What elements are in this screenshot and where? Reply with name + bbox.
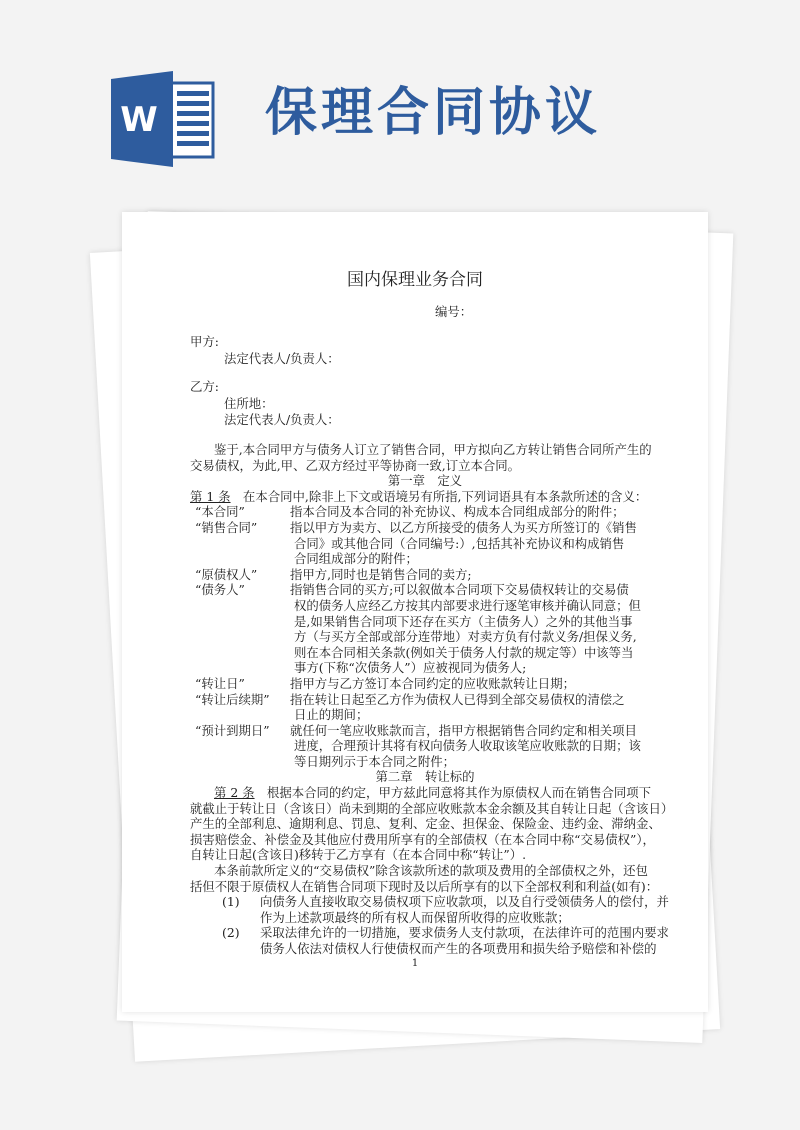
- item-number: (1): [222, 894, 240, 910]
- svg-text:W: W: [120, 100, 158, 140]
- definition-line: 就任何一笔应收账款而言，指甲方根据销售合同约定和相关项目: [290, 722, 637, 738]
- chapter-2-heading: 第二章 转让标的: [375, 769, 475, 785]
- article-1: [190, 489, 660, 505]
- preamble-line: 鉴于,本合同甲方与债务人订立了销售合同，甲方拟向乙方转让销售合同所产生的: [214, 442, 652, 457]
- definition-row: [190, 723, 660, 770]
- definition-term: “本合同”: [195, 504, 245, 520]
- chapter-1-heading: 第一章 定义: [387, 473, 463, 489]
- definition-term: “转让后续期”: [195, 691, 270, 707]
- definition-line: 指销售合同的买方;可以叙做本合同项下交易债权转让的交易债: [290, 582, 629, 598]
- list-item: [190, 894, 669, 925]
- definition-row: [190, 567, 660, 583]
- definitions-list: [190, 504, 660, 769]
- party-b-address: 住所地：: [224, 396, 274, 411]
- definition-line: 进度，合理预计其将有权向债务人收取该笔应收账款的日期；该: [294, 738, 641, 754]
- definition-text: [290, 582, 641, 676]
- definition-line: 指以甲方为卖方、以乙方所接受的债务人为买方所签订的《销售: [290, 519, 637, 535]
- party-b-rep: 法定代表人/负责人：: [224, 412, 340, 427]
- party-a-rep: 法定代表人/负责人：: [224, 351, 340, 366]
- item-line: 采取法律允许的一切措施，要求债务人支付款项，在法律许可的范围内要求: [260, 925, 669, 941]
- contract-number-label: 编号：: [435, 304, 473, 319]
- definition-text: [290, 723, 641, 770]
- definition-line: 合同》或其他合同（合同编号:）,包括其补充协议和构成销售: [294, 535, 625, 551]
- party-a-label: 甲方:: [190, 334, 219, 349]
- definition-text: [290, 567, 472, 583]
- definition-line: 合同组成部分的附件；: [294, 551, 418, 567]
- article-2-line: [190, 785, 660, 801]
- definition-term: “预计到期日”: [195, 722, 270, 738]
- definition-term: “原债权人”: [195, 566, 258, 582]
- page-number: 1: [411, 958, 419, 969]
- article-2-line: 损害赔偿金、补偿金及其他应付费用所享有的全部债权（在本合同中称“交易债权”），: [190, 831, 655, 847]
- definition-line: 方（与买方全部或部分连带地）对卖方负有付款义务/担保义务,: [294, 629, 637, 645]
- item-line: 作为上述款项最终的所有权人而保留所收得的应收账款；: [260, 909, 570, 925]
- preamble: [190, 442, 660, 473]
- definition-line: 日止的期间；: [294, 707, 369, 723]
- document-body: [190, 442, 674, 957]
- paragraph: [190, 863, 660, 894]
- preamble-line: 交易债权，为此,甲、乙双方经过平等协商一致,订立本合同。: [190, 457, 521, 473]
- definition-row: [190, 504, 660, 520]
- definition-row: [190, 582, 660, 676]
- article-number: 第 1 条: [190, 488, 231, 504]
- item-number: (2): [222, 925, 240, 941]
- item-line: 债务人依法对债权人行使债权而产生的各项费用和损失给予赔偿和补偿的: [260, 941, 657, 956]
- document-page: [122, 212, 708, 1012]
- definition-line: 指甲方与乙方签订本合同约定的应收账款转让日期；: [290, 675, 575, 691]
- item-line: 向债务人直接收取交易债权项下应收款项，以及自行受领债务人的偿付，并: [260, 894, 669, 910]
- definition-line: 等日期列示于本合同之附件；: [294, 753, 456, 769]
- definition-row: [190, 692, 660, 723]
- definition-line: 指甲方,同时也是销售合同的卖方;: [290, 566, 472, 582]
- definition-term: “债务人”: [195, 582, 245, 598]
- definition-line: 指本合同及本合同的补充协议、构成本合同组成部分的附件；: [290, 504, 625, 520]
- definition-row: [190, 676, 660, 692]
- article-2-line: 产生的全部利息、逾期利息、罚息、复利、定金、担保金、保险金、违约金、滞纳金、: [190, 816, 661, 832]
- list-item: [190, 925, 669, 956]
- document-title: 国内保理业务合同: [347, 270, 483, 290]
- definition-text: [290, 504, 625, 520]
- item-text: [260, 925, 669, 956]
- party-b-label: 乙方:: [190, 379, 219, 394]
- definition-line: 指在转让日起至乙方作为债权人已得到全部交易债权的清偿之: [290, 691, 625, 707]
- paragraph-line: 本条前款所定义的“交易债权”除含该款所述的款项及费用的全部债权之外，还包: [214, 863, 648, 879]
- item-list: [190, 894, 669, 956]
- definition-text: [290, 520, 637, 567]
- article-2-line: 自转让日起(含该日)移转于乙方享有（在本合同中称“转让”）.: [190, 847, 527, 863]
- article-2: [190, 785, 674, 863]
- definition-term: “转让日”: [195, 675, 245, 691]
- definition-row: [190, 520, 660, 567]
- article-text: 根据本合同的约定，甲方兹此同意将其作为原债权人而在销售合同项下: [254, 785, 652, 801]
- definition-line: 是,如果销售合同项下还存在买方（主债务人）之外的其他当事: [294, 613, 633, 629]
- definition-term: “销售合同”: [195, 519, 258, 535]
- article-text: 在本合同中,除非上下文或语境另有所指,下列词语具有本条款所述的含义：: [230, 488, 648, 504]
- article-number: 第 2 条: [214, 785, 255, 801]
- definition-line: 则在本合同相关条款(例如关于债务人付款的规定等）中该等当: [294, 644, 634, 660]
- definition-text: [290, 692, 625, 723]
- definition-text: [290, 676, 575, 692]
- paragraph-line: 括但不限于原债权人在销售合同项下现时及以后所享有的以下全部权利和利益(如有)：: [190, 878, 659, 894]
- item-text: [260, 894, 669, 925]
- word-document-icon: [111, 71, 215, 167]
- banner-title: 保理合同协议: [265, 82, 602, 143]
- definition-line: 权的债务人应经乙方按其内部要求进行逐笔审核并确认同意；但: [294, 597, 641, 613]
- article-2-line: 就截止于转让日（含该日）尚未到期的全部应收账款本金余额及其自转让日起（含该日）: [190, 800, 674, 816]
- definition-line: 事方(下称“次债务人”）应被视同为债务人;: [294, 660, 527, 676]
